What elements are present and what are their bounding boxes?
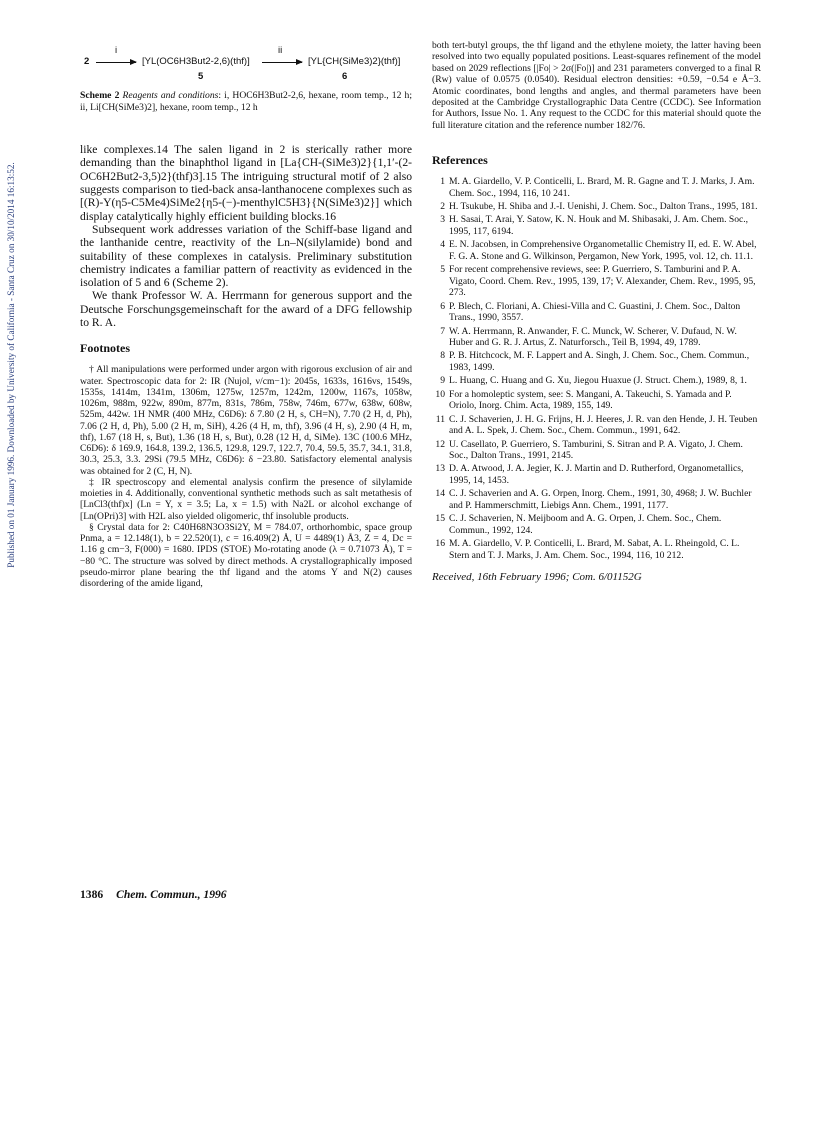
reference-number: 8 — [440, 350, 445, 362]
crystal-data-continuation: both tert-butyl groups, the thf ligand and the ethylene moiety, the latter having been resolved into two equally populated positions. Least-squares refinement of the model based on 2029 reflections [|Fo| > 2σ(|Fo|)] and 231 parameters converged to a final R (Rw) value of 0.0575 (0.0540). Residual electron densities: +0.59, −0.54 e Å−3. Atomic coordinates, bond lengths and angles, and thermal parameters have been deposited at the Cambridge Crystallographic Data Centre (CCDC). See Information for Authors, Issue No. 1. Any request to the CCDC for this material should quote the full literature citation and the reference number 182/76. — [432, 40, 761, 131]
reference-text: C. J. Schaverien and A. G. Orpen, Inorg. Chem., 1991, 30, 4968; J. W. Buchler and P. Hammerschmitt, Liebigs Ann. Chem., 1991, 1177. — [449, 488, 752, 511]
scheme-caption-text: : i, HOC6H3But2-2,6, hexane, room temp., 12 h; ii, Li[CH(SiMe3)2], hexane, room temp., 12 h — [80, 90, 413, 113]
reference-item — [432, 439, 761, 462]
scheme-product-1: [YL(OC6H3But2-2,6)(thf)] — [142, 56, 250, 67]
reference-text: For a homoleptic system, see: S. Mangani, A. Takeuchi, S. Yamada and P. Oriolo, Inorg. Chim. Acta, 1989, 155, 149. — [449, 388, 732, 412]
journal-name: Chem. Commun., 1996 — [116, 888, 227, 901]
received-line: Received, 16th February 1996; Com. 6/01152G — [432, 571, 642, 584]
scheme-product-1-number: 5 — [198, 71, 204, 82]
body-paragraph-3: We thank Professor W. A. Herrmann for generous support and the Deutsche Forschungsgemeinschaft for the award of a DFG fellowship to R. A. — [80, 289, 412, 330]
reference-text: For recent comprehensive reviews, see: P. Guerriero, S. Tamburini and P. A. Vigato, Coord. Chem. Rev., 1995, 139, 17; V. Alexander, Chem. Rev., 1995, 95, 273. — [449, 264, 756, 299]
reference-item — [432, 214, 761, 237]
reference-number: 15 — [435, 513, 445, 525]
reference-text: C. J. Schaverien, N. Meijboom and A. G. Orpen, J. Chem. Soc., Chem. Commun., 1992, 124. — [449, 513, 722, 536]
reference-number: 4 — [440, 239, 445, 251]
reference-item — [432, 375, 761, 387]
reference-number: 9 — [440, 375, 445, 387]
reference-text: M. A. Giardello, V. P. Conticelli, L. Brard, M. Sabat, A. L. Rheingold, C. L. Stern and T. J. Marks, J. Am. Chem. Soc., 1994, 116, 10 212. — [449, 538, 740, 561]
download-watermark-text: Published on 01 January 1996. Downloaded by University of California - Santa Cruz on 30/10/2014 16:13:52. — [6, 162, 16, 568]
reference-text: P. B. Hitchcock, M. F. Lappert and A. Singh, J. Chem. Soc., Chem. Commun., 1983, 1499. — [449, 350, 750, 374]
body-paragraph-1: like complexes.14 The salen ligand in 2 is sterically rather more demanding than the binaphthol ligand in [La{CH-(SiMe3)2}{1,1′-(2-OC6H2But2-3,5)2}(thf)3].15 The intriguing structural motif of 2 also suggests comparison to tied-back ansa-lanthanocene complexes such as [(R)-Y(η5-C5Me4)SiMe2{η5-(−)-menthylC5H3}{N(SiMe3)2}] which display catalytically highly efficient building blocks.16 — [80, 143, 412, 223]
reference-number: 1 — [440, 176, 445, 188]
scheme-caption-reagents: Reagents and conditions — [122, 90, 219, 101]
reference-item — [432, 488, 761, 511]
scheme-caption-title: Scheme 2 — [80, 90, 120, 101]
references-list — [432, 176, 761, 561]
scheme-2 — [80, 40, 412, 86]
reference-item — [432, 264, 761, 299]
reference-number: 2 — [440, 201, 445, 213]
references-heading: References — [432, 153, 488, 168]
scheme-step-1-label: i — [115, 45, 118, 56]
reference-item — [432, 538, 761, 561]
reference-text: P. Blech, C. Floriani, A. Chiesi-Villa and C. Guastini, J. Chem. Soc., Dalton Trans., 1990, 3557. — [449, 300, 741, 324]
reference-item — [432, 463, 761, 486]
reference-text: H. Tsukube, H. Shiba and J.-I. Uenishi, J. Chem. Soc., Dalton Trans., 1995, 181. — [449, 201, 758, 213]
reference-text: U. Casellato, P. Guerriero, S. Tamburini, S. Sitran and P. A. Vigato, J. Chem. Soc., Dalton Trans., 1991, 2145. — [449, 438, 743, 462]
reference-item — [432, 176, 761, 199]
scheme-start-compound: 2 — [84, 56, 90, 67]
scheme-caption — [80, 90, 412, 113]
reference-text: E. N. Jacobsen, in Comprehensive Organometallic Chemistry II, ed. E. W. Abel, F. G. A. Stone and G. Wilkinson, Pergamon, New York, 1995, vol. 12, ch. 11.1. — [449, 239, 757, 262]
reference-number: 14 — [435, 488, 445, 500]
reference-item — [432, 239, 761, 262]
reference-item — [432, 326, 761, 349]
reference-text: L. Huang, C. Huang and G. Xu, Jiegou Huaxue (J. Struct. Chem.), 1989, 8, 1. — [449, 375, 747, 387]
reference-number: 6 — [440, 300, 445, 312]
reference-item — [432, 513, 761, 536]
reference-number: 12 — [435, 438, 445, 450]
download-watermark — [4, 30, 18, 690]
reference-number: 13 — [435, 463, 445, 475]
page-footer — [80, 888, 227, 901]
reference-item — [432, 201, 761, 213]
right-column — [432, 40, 761, 583]
reference-number: 10 — [435, 388, 445, 400]
reference-number: 5 — [440, 264, 445, 276]
reference-text: C. J. Schaverien, J. H. G. Frijns, H. J. Heeres, J. R. van den Hende, J. H. Teuben and A. L. Spek, J. Chem. Soc., Chem. Commun., 1991, 642. — [449, 413, 758, 437]
reference-number: 7 — [440, 325, 445, 337]
reference-item — [432, 414, 761, 437]
scheme-arrow-2 — [262, 62, 302, 63]
footnote-3: § Crystal data for 2: C40H68N3O3Si2Y, M = 784.07, orthorhombic, space group Pnma, a = 12.148(1), b = 22.520(1), c = 16.409(2) Å, U = 4489(1) Å3, Z = 4, Dc = 1.16 g cm−3, F(000) = 1680. IPDS (STOE) Mo-rotating anode (λ = 0.71073 Å), T = −80 °C. The structure was solved by direct methods. A crystallographically imposed pseudo-mirror plane bearing the thf ligand and the atoms Y and N(2) causes disordering of the amide ligand, — [80, 521, 412, 590]
scheme-product-2: [YL{CH(SiMe3)2}(thf)] — [308, 56, 401, 67]
reference-text: W. A. Herrmann, R. Anwander, F. C. Munck, W. Scherer, V. Dufaud, N. W. Huber and G. R. J. Artus, Z. Naturforsch., Teil B, 1994, 49, 1789. — [449, 325, 737, 349]
footnotes-heading: Footnotes — [80, 341, 130, 356]
reference-number: 11 — [435, 413, 445, 425]
reference-text: D. A. Atwood, J. A. Jegier, K. J. Martin and D. Rutherford, Organometallics, 1995, 14, 1453. — [449, 463, 744, 486]
scheme-arrow-1 — [96, 62, 136, 63]
body-paragraph-2: Subsequent work addresses variation of the Schiff-base ligand and the lanthanide centre, reactivity of the Ln–N(silylamide) bond and suitability of these complexes in catalysis. Preliminary substitution chemistry indicates a familiar pattern of reactivity as evidenced in the isolation of 5 and 6 (Scheme 2). — [80, 222, 412, 290]
reference-text: H. Sasai, T. Arai, Y. Satow, K. N. Houk and M. Shibasaki, J. Am. Chem. Soc., 1995, 117, 6194. — [449, 214, 749, 238]
reference-item — [432, 301, 761, 324]
scheme-step-2-label: ii — [278, 45, 283, 56]
left-column — [80, 40, 412, 589]
reference-text: M. A. Giardello, V. P. Conticelli, L. Brard, M. R. Gagne and T. J. Marks, J. Am. Chem. Soc., 1994, 116, 10 241. — [449, 176, 755, 199]
reference-number: 16 — [435, 538, 445, 550]
reference-item — [432, 389, 761, 412]
reference-number: 3 — [440, 214, 445, 226]
footnote-1: † All manipulations were performed under argon with rigorous exclusion of air and water. Spectroscopic data for 2: IR (Nujol, ν/cm−1): 2045s, 1633s, 1616vs, 1549s, 1535s, 1414m, 1341m, 1306m, 1275w, 1257m, 1242m, 1200w, 1167s, 1058w, 1026m, 988m, 922w, 890m, 877m, 831s, 786m, 758w, 746m, 677w, 638w, 608w, 525m, 442w. 1H NMR (400 MHz, C6D6): δ 7.80 (2 H, s, CH=N), 7.70 (2 H, d, Ph), 7.06 (2 H, d, Ph), 5.00 (2 H, m, SiH), 4.26 (4 H, m, thf), 3.96 (4 H, s), 2.90 (4 H, m, thf), 1.67 (18 H, s, But), 1.36 (18 H, s, But), 0.28 (12 H, d, SiMe). 13C (100.6 MHz, C6D6): δ 169.9, 164.8, 139.2, 136.5, 129.8, 129.7, 122.7, 70.4, 59.5, 35.7, 34.1, 31.8, 30.3, 25.3, 3.3. 29Si (79.5 MHz, C6D6): δ −23.80. Satisfactory elemental analysis was obtained for 2 (C, H, N). — [80, 364, 412, 477]
scheme-product-2-number: 6 — [342, 71, 348, 82]
footnote-2: ‡ IR spectroscopy and elemental analysis confirm the presence of silylamide moieties in 4. Additionally, conventional synthetic methods such as salt metathesis of [LnCl3(thf)x] (Ln = Y, x = 3.5; La, x = 1.5) with Na2L or alcohol exchange of [Ln(OPri)3] with H2L also yielded oligomeric, thf insoluble products. — [80, 476, 412, 522]
page-number: 1386 — [80, 888, 104, 901]
reference-item — [432, 350, 761, 373]
